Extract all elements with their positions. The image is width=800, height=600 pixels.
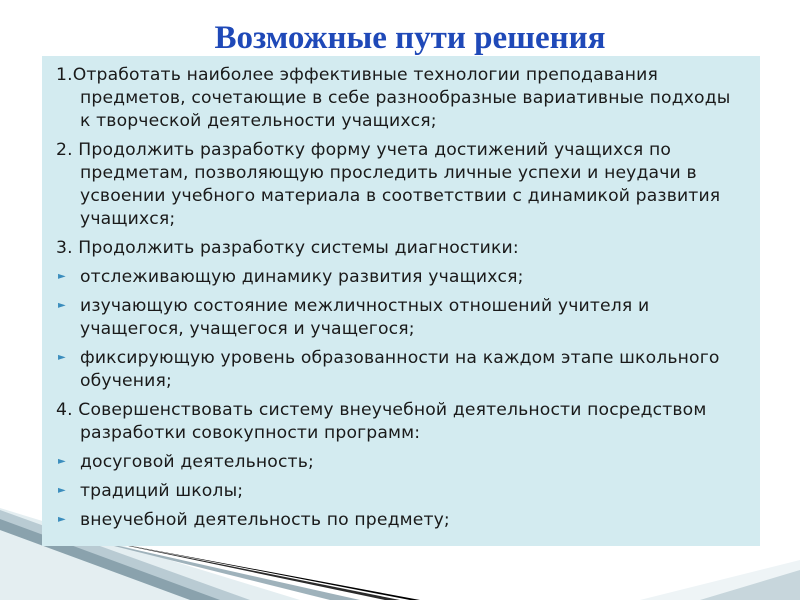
triangle-bullet-icon: ► (58, 456, 66, 467)
list-item: 4. Совершенствовать систему внеучебной деятельности посредством разработки совокупности программ: (56, 400, 707, 443)
triangle-bullet-icon: ► (58, 271, 66, 282)
list-item (42, 347, 744, 393)
list-item (42, 295, 744, 341)
triangle-bullet-icon: ► (58, 352, 66, 363)
triangle-bullet-icon: ► (58, 300, 66, 311)
list-item (42, 451, 744, 474)
list-item (42, 480, 744, 503)
list-item-text: традиций школы; (80, 481, 244, 501)
list-item (42, 509, 744, 532)
list-item-text: отслеживающую динамику развития учащихся; (80, 267, 524, 287)
list-item: 3. Продолжить разработку системы диагностики: (56, 238, 519, 258)
list-item-text: изучающую состояние межличностных отношений учителя и учащегося, учащегося и учащегося; (80, 296, 650, 339)
list-item-text: внеучебной деятельность по предмету; (80, 510, 450, 530)
item-list (42, 56, 760, 532)
slide-title: Возможные пути решения (214, 20, 606, 56)
list-item: 1.Отработать наиболее эффективные технологии преподавания предметов, сочетающие в себе разнообразные вариативные подходы к творческой деятельности учащихся; (56, 65, 731, 131)
list-item-text: досуговой деятельность; (80, 452, 314, 472)
content-panel (42, 56, 760, 546)
triangle-bullet-icon: ► (58, 485, 66, 496)
list-item: 2. Продолжить разработку форму учета достижений учащихся по предметам, позволяющую проследить личные успехи и неудачи в усвоении учебного материала в соответствии с динамикой развития учащихся; (56, 140, 721, 229)
triangle-bullet-icon: ► (58, 514, 66, 525)
list-item-text: фиксирующую уровень образованности на каждом этапе школьного обучения; (80, 348, 720, 391)
list-item (42, 266, 744, 289)
